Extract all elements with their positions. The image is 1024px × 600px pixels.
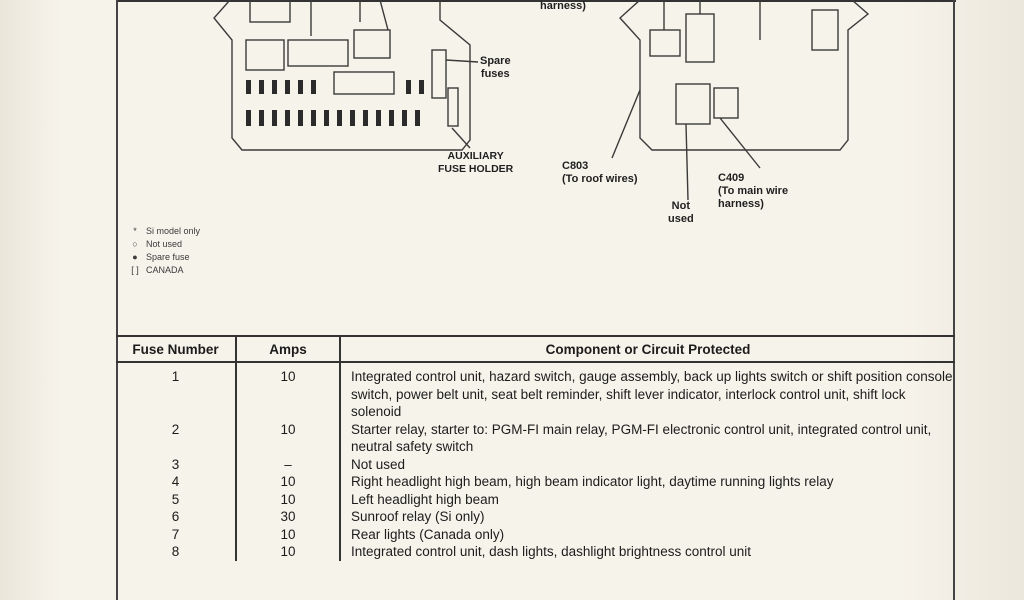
not-used-callout: Not used bbox=[668, 200, 694, 225]
fuse-number-cell: 2 bbox=[171, 421, 180, 437]
component-cell: Right headlight high beam, high beam indicator light, daytime running lights relay bbox=[340, 473, 955, 491]
fuse-row-lower bbox=[246, 110, 420, 126]
amps-cell: 10 bbox=[236, 526, 340, 544]
table-row bbox=[116, 473, 955, 491]
table-row bbox=[116, 543, 955, 561]
table-row bbox=[116, 491, 955, 509]
rear-fuse-box-drawing bbox=[612, 0, 868, 200]
amps-cell: 30 bbox=[236, 508, 340, 526]
header-fuse-number: Fuse Number bbox=[116, 336, 236, 362]
legend-item bbox=[128, 264, 200, 277]
fuse-number-cell: 3 bbox=[171, 456, 180, 472]
fuse-number-cell: 6 bbox=[171, 509, 180, 524]
component-cell: Rear lights (Canada only) bbox=[340, 526, 955, 544]
table-row bbox=[116, 526, 955, 544]
header-amps: Amps bbox=[236, 336, 340, 362]
auxiliary-fuse-holder-callout: AUXILIARY FUSE HOLDER bbox=[438, 150, 514, 175]
amps-cell: 10 bbox=[236, 543, 340, 561]
c409-callout: C409 (To main wire harness) bbox=[718, 172, 789, 210]
legend-symbol: * bbox=[133, 226, 137, 236]
table-row bbox=[116, 456, 955, 474]
c803-callout: C803 (To roof wires) bbox=[562, 160, 638, 185]
component-cell: Integrated control unit, dash lights, dashlight brightness control unit bbox=[340, 543, 955, 561]
legend-symbol: ● bbox=[132, 252, 138, 262]
amps-cell: 10 bbox=[236, 421, 340, 456]
amps-cell: 10 bbox=[236, 491, 340, 509]
legend-item bbox=[128, 225, 200, 238]
legend-symbol: [ ] bbox=[131, 265, 139, 275]
component-cell: Sunroof relay (Si only) bbox=[340, 508, 955, 526]
fuse-legend bbox=[128, 225, 200, 277]
fuse-number-cell: 4 bbox=[171, 474, 180, 489]
fuse-number-cell: 1 bbox=[171, 369, 180, 384]
legend-text: CANADA bbox=[146, 265, 184, 275]
fuse-number-cell: 5 bbox=[171, 491, 180, 507]
fuse-number-cell: 7 bbox=[171, 526, 180, 542]
amps-cell: – bbox=[236, 456, 340, 474]
amps-cell: 10 bbox=[236, 473, 340, 491]
harness-callout: harness) bbox=[540, 0, 586, 12]
legend-item bbox=[128, 251, 200, 264]
table-row bbox=[116, 362, 955, 421]
component-cell: Starter relay, starter to: PGM-FI main relay, PGM-FI electronic control unit, integrated control unit, neutral safety switch bbox=[340, 421, 955, 456]
fuse-table bbox=[116, 335, 955, 561]
legend-symbol: ○ bbox=[132, 239, 138, 249]
component-cell: Integrated control unit, hazard switch, gauge assembly, back up lights switch or shift position console switch, power belt unit, seat belt reminder, shift lever indicator, interlock control unit, shift lock solenoid bbox=[340, 362, 955, 421]
table-header-row bbox=[116, 336, 955, 362]
header-component: Component or Circuit Protected bbox=[340, 336, 955, 362]
fuse-number-cell: 8 bbox=[171, 544, 180, 559]
legend-item bbox=[128, 238, 200, 251]
amps-cell: 10 bbox=[236, 362, 340, 421]
table-row bbox=[116, 508, 955, 526]
spare-fuses-callout: Spare fuses bbox=[480, 55, 511, 80]
legend-text: Si model only bbox=[146, 226, 201, 236]
fuse-row-upper bbox=[246, 80, 424, 94]
aux-fuse-holder-drawing bbox=[432, 50, 478, 148]
table-row bbox=[116, 421, 955, 456]
legend-text: Not used bbox=[146, 239, 183, 249]
legend-text: Spare fuse bbox=[146, 252, 190, 262]
component-cell: Not used bbox=[340, 456, 955, 474]
component-cell: Left headlight high beam bbox=[340, 491, 955, 509]
